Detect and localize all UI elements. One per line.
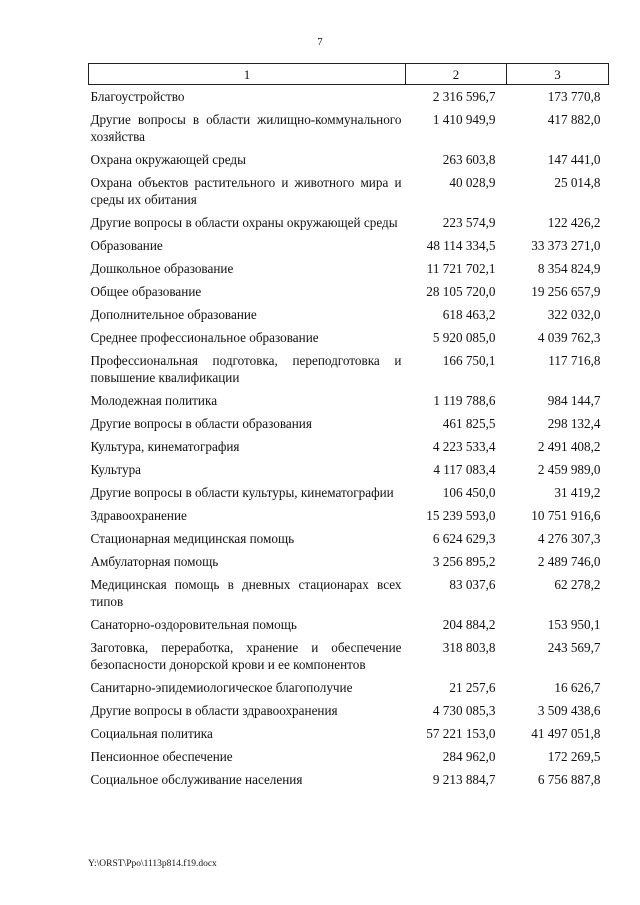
row-value-col-2: 5 920 085,0 — [432, 330, 496, 345]
row-label: Другие вопросы в области охраны окружающей среды — [90, 215, 398, 230]
row-value-col-2: 40 028,9 — [449, 175, 496, 190]
header-col-3: 3 — [507, 64, 609, 85]
row-label: Социальная политика — [90, 726, 213, 741]
row-value-col-3: 6 756 887,8 — [537, 772, 601, 787]
row-label: Другие вопросы в области жилищно-коммунального хозяйства — [90, 112, 402, 144]
row-value-col-2: 166 750,1 — [442, 353, 496, 368]
row-value-col-2: 106 450,0 — [442, 485, 496, 500]
row-value-col-2: 1 410 949,9 — [432, 112, 496, 127]
row-label: Молодежная политика — [90, 393, 218, 408]
row-value-col-3: 41 497 051,8 — [531, 726, 601, 741]
row-value-col-3: 2 489 746,0 — [537, 554, 601, 569]
row-value-col-3: 153 950,1 — [547, 617, 601, 632]
row-label: Дополнительное образование — [90, 307, 257, 322]
row-value-col-2: 284 962,0 — [442, 749, 496, 764]
row-value-col-3: 8 354 824,9 — [537, 261, 601, 276]
table-row — [89, 171, 609, 211]
row-value-col-2: 204 884,2 — [442, 617, 496, 632]
row-label: Амбулаторная помощь — [90, 554, 219, 569]
budget-table — [88, 63, 609, 791]
table-row — [89, 257, 609, 280]
row-label: Культура, кинематография — [90, 439, 240, 454]
row-value-col-3: 2 491 408,2 — [537, 439, 601, 454]
row-value-col-2: 618 463,2 — [442, 307, 496, 322]
row-label: Образование — [90, 238, 163, 253]
table-row — [89, 768, 609, 791]
header-col-1: 1 — [89, 64, 406, 85]
row-label: Общее образование — [90, 284, 202, 299]
row-value-col-3: 33 373 271,0 — [531, 238, 601, 253]
row-value-col-2: 4 730 085,3 — [432, 703, 496, 718]
row-value-col-3: 25 014,8 — [554, 175, 601, 190]
row-value-col-3: 417 882,0 — [547, 112, 601, 127]
row-value-col-3: 4 276 307,3 — [537, 531, 601, 546]
table-row — [89, 85, 609, 109]
table-row — [89, 148, 609, 171]
row-label: Культура — [90, 462, 142, 477]
table-row — [89, 458, 609, 481]
table-row — [89, 280, 609, 303]
table-row — [89, 108, 609, 148]
row-value-col-2: 4 223 533,4 — [432, 439, 496, 454]
table-row — [89, 349, 609, 389]
row-value-col-3: 984 144,7 — [547, 393, 601, 408]
row-value-col-2: 83 037,6 — [449, 577, 496, 592]
table-row — [89, 676, 609, 699]
row-label: Санаторно-оздоровительная помощь — [90, 617, 297, 632]
table-row — [89, 745, 609, 768]
table-row — [89, 389, 609, 412]
row-value-col-2: 318 803,8 — [442, 640, 496, 655]
row-value-col-3: 2 459 989,0 — [537, 462, 601, 477]
row-value-col-3: 4 039 762,3 — [537, 330, 601, 345]
row-label: Медицинская помощь в дневных стационарах всех типов — [90, 577, 402, 609]
table-row — [89, 412, 609, 435]
row-value-col-2: 28 105 720,0 — [426, 284, 496, 299]
table-row — [89, 550, 609, 573]
row-value-col-2: 1 119 788,6 — [433, 393, 496, 408]
header-row — [89, 64, 609, 85]
row-value-col-2: 57 221 153,0 — [426, 726, 496, 741]
table-row — [89, 527, 609, 550]
table-row — [89, 211, 609, 234]
row-value-col-2: 11 721 702,1 — [426, 261, 496, 276]
row-label: Стационарная медицинская помощь — [90, 531, 295, 546]
header-col-2: 2 — [406, 64, 507, 85]
row-label: Профессиональная подготовка, переподготовка и повышение квалификации — [90, 353, 402, 385]
row-value-col-3: 62 278,2 — [554, 577, 601, 592]
row-value-col-3: 3 509 438,6 — [537, 703, 601, 718]
table-row — [89, 699, 609, 722]
row-value-col-3: 172 269,5 — [547, 749, 601, 764]
footer-file-path: Y:\ORST\Ppo\1113p814.f19.docx — [88, 859, 217, 869]
row-value-col-2: 223 574,9 — [442, 215, 496, 230]
row-value-col-2: 48 114 334,5 — [426, 238, 496, 253]
row-value-col-2: 15 239 593,0 — [426, 508, 496, 523]
table-row — [89, 435, 609, 458]
row-value-col-3: 122 426,2 — [547, 215, 601, 230]
table-row — [89, 636, 609, 676]
row-value-col-2: 263 603,8 — [442, 152, 496, 167]
table-row — [89, 326, 609, 349]
table-row — [89, 303, 609, 326]
row-label: Охрана окружающей среды — [90, 152, 246, 167]
table-row — [89, 613, 609, 636]
row-value-col-2: 6 624 629,3 — [432, 531, 496, 546]
row-label: Пенсионное обеспечение — [90, 749, 233, 764]
row-value-col-2: 21 257,6 — [449, 680, 496, 695]
row-label: Социальное обслуживание населения — [90, 772, 303, 787]
row-value-col-3: 19 256 657,9 — [531, 284, 601, 299]
row-value-col-3: 147 441,0 — [547, 152, 601, 167]
row-label: Благоустройство — [90, 89, 185, 104]
row-value-col-3: 31 419,2 — [554, 485, 601, 500]
row-label: Другие вопросы в области здравоохранения — [90, 703, 338, 718]
row-label: Санитарно-эпидемиологическое благополучие — [90, 680, 353, 695]
row-label: Среднее профессиональное образование — [90, 330, 319, 345]
table-header — [89, 64, 609, 85]
row-label: Здравоохранение — [90, 508, 187, 523]
row-value-col-3: 243 569,7 — [547, 640, 601, 655]
row-value-col-2: 461 825,5 — [442, 416, 496, 431]
table-row — [89, 573, 609, 613]
row-value-col-3: 298 132,4 — [547, 416, 601, 431]
row-value-col-3: 16 626,7 — [554, 680, 601, 695]
row-label: Дошкольное образование — [90, 261, 234, 276]
table-row — [89, 504, 609, 527]
page-number: 7 — [317, 36, 323, 48]
row-value-col-3: 173 770,8 — [547, 89, 601, 104]
row-value-col-2: 3 256 895,2 — [432, 554, 496, 569]
table-row — [89, 481, 609, 504]
table-row — [89, 722, 609, 745]
row-value-col-3: 10 751 916,6 — [531, 508, 601, 523]
table-body — [89, 85, 609, 792]
row-label: Другие вопросы в области образования — [90, 416, 312, 431]
row-value-col-3: 117 716,8 — [548, 353, 601, 368]
row-value-col-2: 4 117 083,4 — [433, 462, 496, 477]
row-label: Другие вопросы в области культуры, кинематографии — [90, 485, 394, 500]
row-value-col-2: 2 316 596,7 — [432, 89, 496, 104]
row-label: Заготовка, переработка, хранение и обеспечение безопасности донорской крови и ее компонентов — [90, 640, 402, 672]
table-row — [89, 234, 609, 257]
row-label: Охрана объектов растительного и животного мира и среды их обитания — [90, 175, 402, 207]
row-value-col-2: 9 213 884,7 — [432, 772, 496, 787]
row-value-col-3: 322 032,0 — [547, 307, 601, 322]
